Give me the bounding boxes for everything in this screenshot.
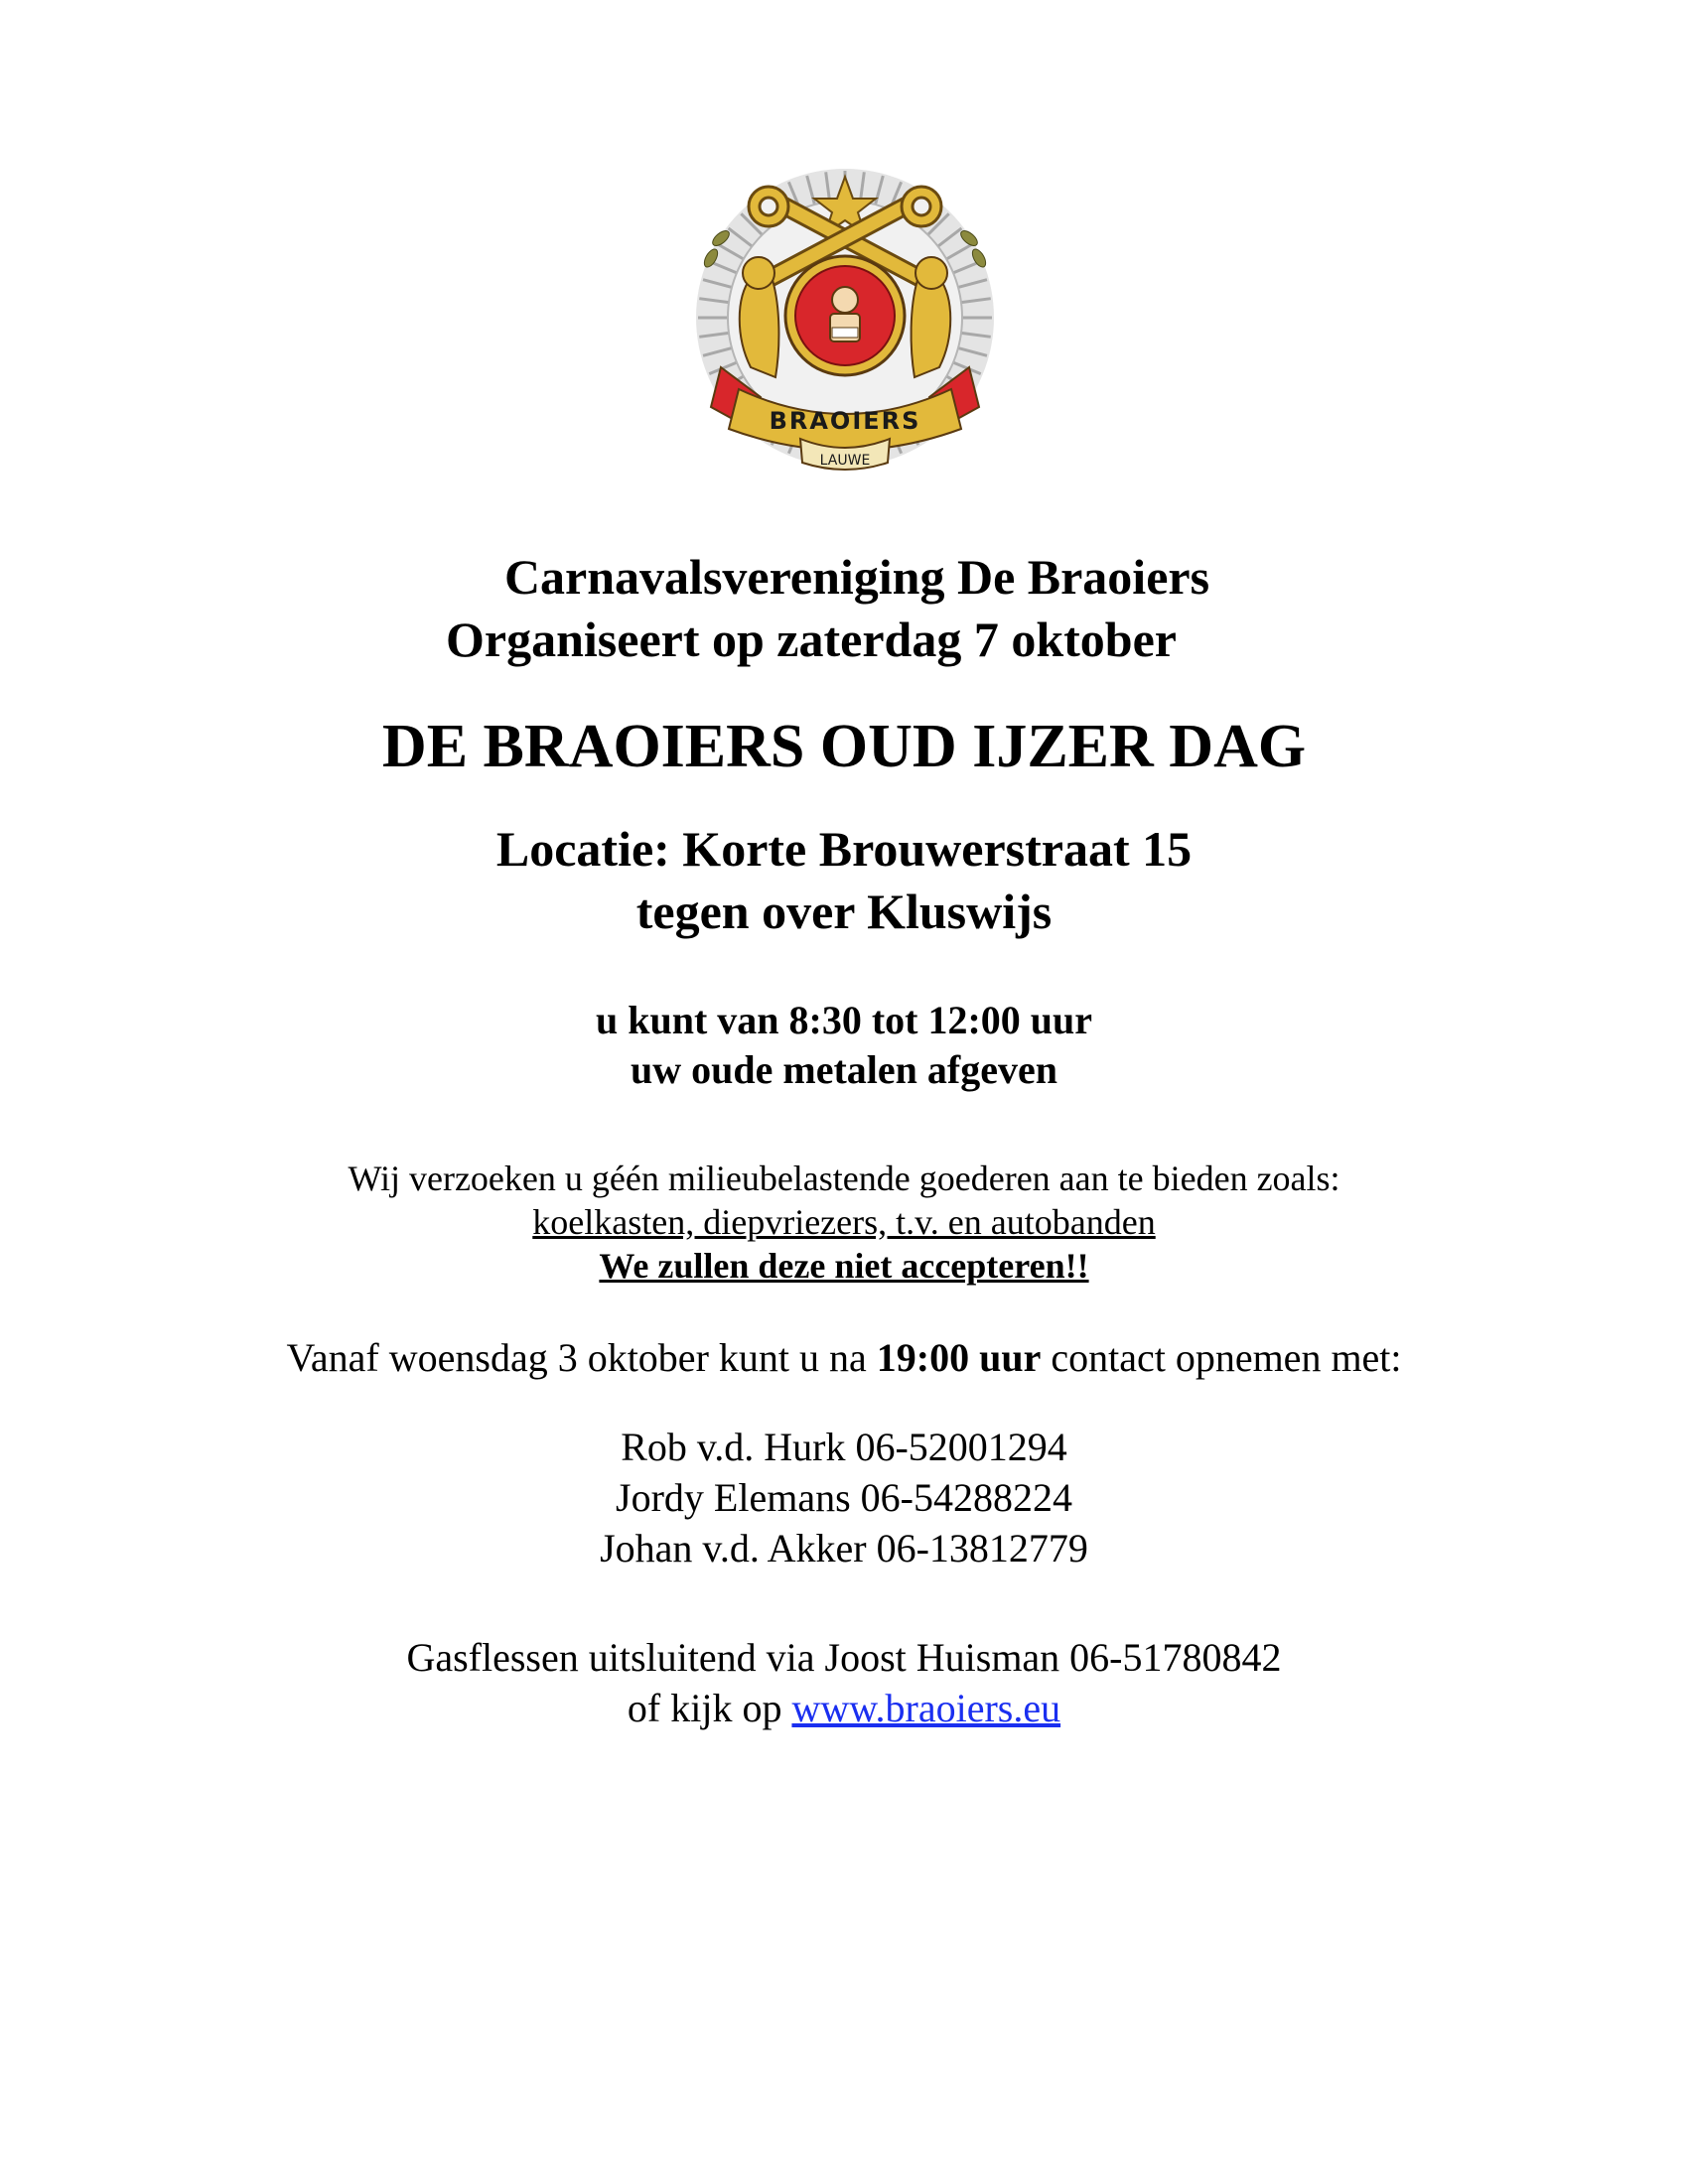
contact-item: Rob v.d. Hurk 06-52001294 — [621, 1425, 1067, 1469]
contact-item: Johan v.d. Akker 06-13812779 — [600, 1526, 1088, 1570]
notice-warning-text: We zullen deze niet accepteren!! — [599, 1246, 1089, 1286]
notice-items — [0, 1201, 1688, 1243]
logo-place-text: LAUWE — [819, 453, 871, 469]
logo-banner-text: BRAOIERS — [769, 407, 921, 435]
contact-item: Jordy Elemans 06-54288224 — [616, 1475, 1072, 1520]
notice-warning — [0, 1245, 1688, 1287]
contact-intro — [0, 1334, 1688, 1381]
location-address: Locatie: Korte Brouwerstraat 15 — [495, 821, 1193, 877]
notice-line: Wij verzoeken u géén milieubelastende goederen aan te bieden zoals: — [348, 1159, 1340, 1198]
org-date: Organiseert op zaterdag 7 oktober — [446, 612, 1177, 667]
website-link[interactable]: www.braoiers.eu — [791, 1686, 1061, 1730]
page-title: DE BRAOIERS OUD IJZER DAG — [381, 713, 1307, 780]
notice-items-text: koelkasten, diepvriezers, t.v. en autobanden — [532, 1202, 1156, 1242]
contact-intro-before: Vanaf woensdag 3 oktober kunt u na — [286, 1335, 877, 1380]
shield-icon — [785, 256, 905, 375]
contact-intro-time: 19:00 uur — [876, 1335, 1042, 1380]
website-line — [0, 1685, 1688, 1731]
gas-bottle-line: Gasflessen uitsluitend via Joost Huisman 06-51780842 — [406, 1635, 1282, 1680]
hours-description: uw oude metalen afgeven — [631, 1047, 1057, 1092]
contact-intro-after: contact opnemen met: — [1041, 1335, 1402, 1380]
hours-line: u kunt van 8:30 tot 12:00 uur — [595, 998, 1093, 1042]
location-landmark: tegen over Kluswijs — [635, 884, 1053, 939]
website-prefix: of kijk op — [627, 1686, 792, 1730]
org-name: Carnavalsvereniging De Braoiers — [503, 549, 1210, 605]
club-crest-logo — [681, 169, 1009, 477]
